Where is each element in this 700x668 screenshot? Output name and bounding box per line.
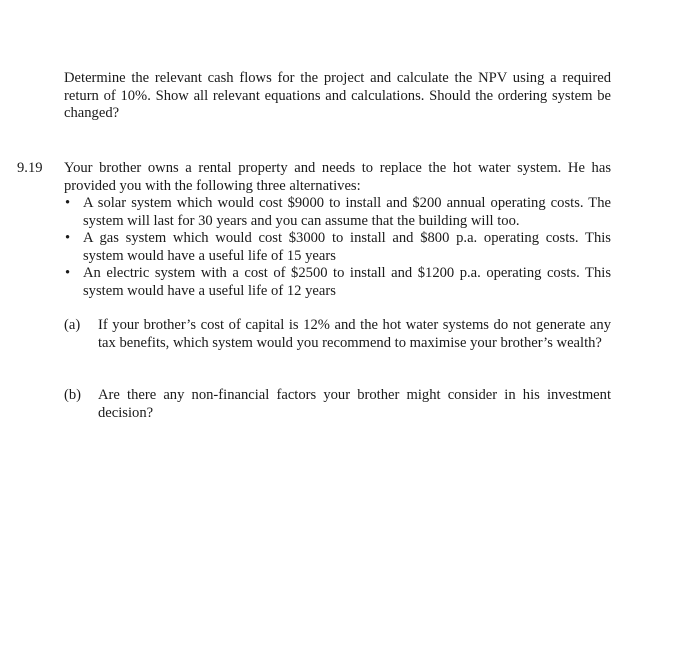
part-b xyxy=(64,387,611,422)
alternative-electric-text: An electric system with a cost of $2500 to install and $1200 p.a. operating costs. This system would have a useful life of 12 years xyxy=(83,265,611,299)
part-a-text: If your brother’s cost of capital is 12% and the hot water systems do not generate any tax benefits, which system would you recommend to maximise your brother’s wealth? xyxy=(98,317,611,351)
list-item xyxy=(64,195,611,230)
part-b-label: (b) xyxy=(64,387,82,403)
bullet-icon: • xyxy=(65,195,71,211)
intro-paragraph: Determine the relevant cash flows for the project and calculate the NPV using a required return of 10%. Show all relevant equations and calculations. Should the ordering system be changed? xyxy=(64,70,611,122)
part-a-label: (a) xyxy=(64,317,81,333)
alternative-gas-text: A gas system which would cost $3000 to install and $800 p.a. operating costs. This system would have a useful life of 15 years xyxy=(83,230,611,264)
bullet-icon: • xyxy=(65,230,71,247)
bullet-icon: • xyxy=(65,265,71,282)
list-item xyxy=(64,230,611,265)
list-item xyxy=(64,265,611,300)
part-b-text: Are there any non-financial factors your brother might consider in his investment decision? xyxy=(98,387,611,421)
part-a xyxy=(64,317,611,352)
question-text: Your brother owns a rental property and needs to replace the hot water system. He has provided you with the following three alternatives: xyxy=(64,160,611,194)
alternatives-list xyxy=(64,195,611,301)
alternative-solar-text: A solar system which would cost $9000 to install and $200 annual operating costs. The system will last for 30 years and you can assume that the building will too. xyxy=(83,195,611,229)
question-number: 9.19 xyxy=(17,160,43,176)
